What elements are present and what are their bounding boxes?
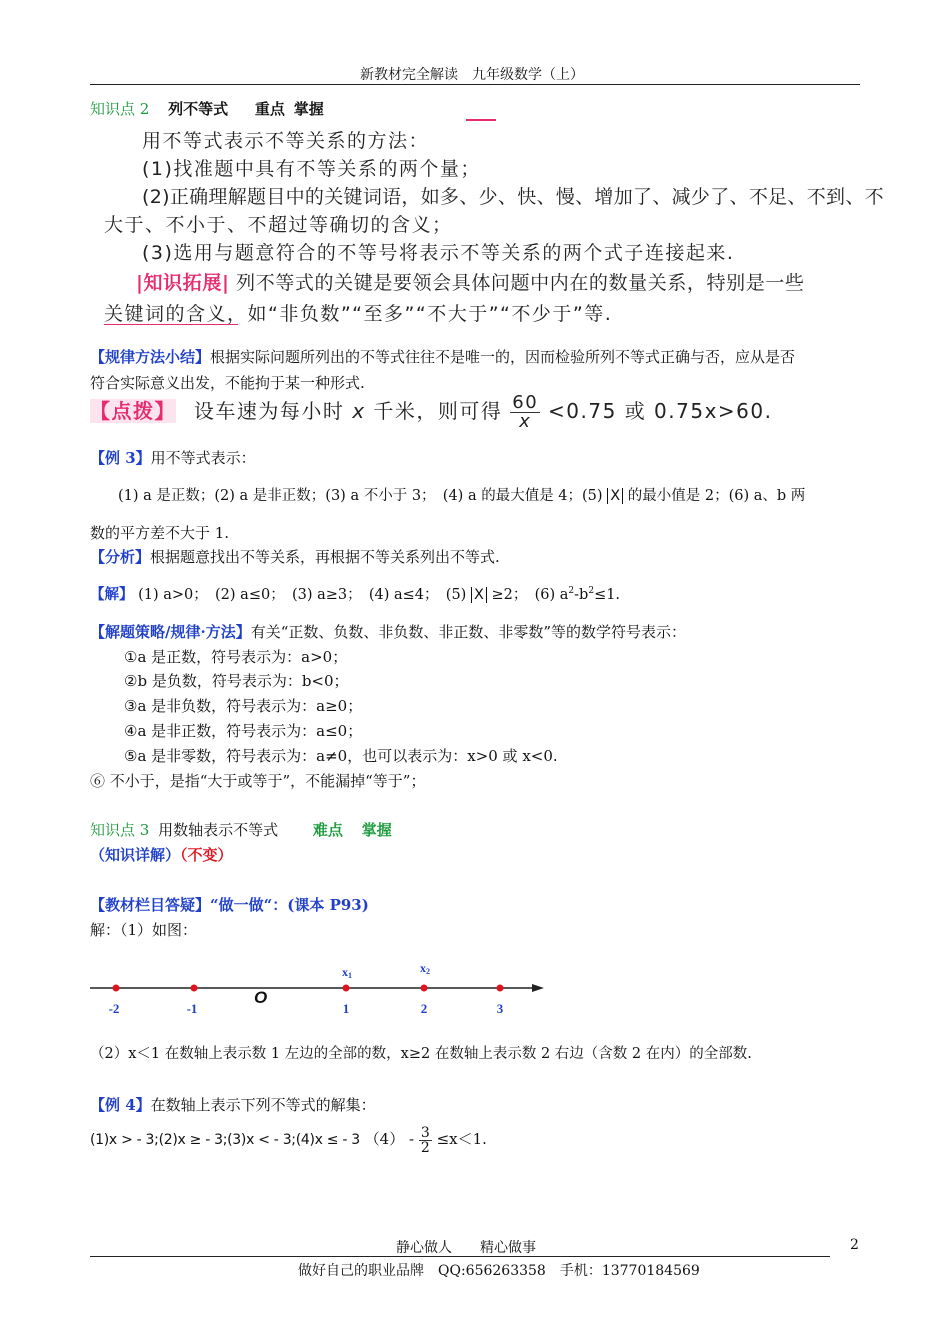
solution-part-1: (1) a>0； (2) a≤0； (3) a≥3； (4) a≤4； (5): [138, 587, 467, 603]
kp2-req: 掌握: [293, 100, 324, 118]
strategy-item-2: ②b 是负数，符号表示为：b<0；: [124, 672, 349, 690]
hint-label: 【点拨】: [90, 399, 176, 423]
solution-part-3: -b: [574, 587, 589, 603]
ex4-part-2: （4）: [364, 1130, 405, 1148]
solution-label: 【解】: [90, 586, 134, 603]
ex4-fraction-num: 3: [420, 1124, 430, 1141]
hint-fraction: [510, 394, 540, 431]
dot-3: [497, 985, 504, 992]
strategy-item-3: ③a 是非负数，符号表示为：a≥0；: [124, 697, 363, 715]
detail-label: （知识详解）: [90, 846, 181, 864]
tick-label-2: 2: [420, 1001, 428, 1016]
strategy-label: 【解题策略/规律·方法】: [90, 623, 251, 641]
solution-exp-a: 2: [568, 586, 575, 597]
strategy-item-5: ⑤a 是非零数，符号表示为：a≠0，也可以表示为：x>0 或 x<0.: [124, 747, 558, 765]
hint-line: [90, 394, 772, 431]
strategy-intro: 有关“正数、负数、非负数、非正数、非零数”等的数学符号表示：: [250, 623, 687, 641]
footer-page-number: 2: [850, 1237, 859, 1253]
scan-line-7: 关键词的含义，如“非负数”“至多”“不大于”“不少于”等.: [104, 303, 613, 325]
tick-label-neg1: -1: [186, 1001, 198, 1016]
header-rule: [90, 84, 860, 85]
solution-abs-x: X: [471, 587, 487, 603]
summary-label: 【规律方法小结】: [90, 348, 211, 366]
solution-line: [90, 583, 620, 604]
ex3-abs-x: X: [607, 488, 623, 504]
ex4-fraction-den: 2: [420, 1139, 430, 1156]
ex3-line-2: 数的平方差不大于 1.: [90, 524, 230, 542]
x2-label-sub: 2: [426, 967, 430, 976]
ex4-fraction: [419, 1126, 432, 1155]
ex4-label: 【例 4】: [90, 1096, 151, 1114]
dot-neg2: [113, 985, 120, 992]
origin-label: O: [254, 988, 268, 1007]
kp3-level: 难点: [312, 821, 343, 839]
answer-2: （2）x＜1 在数轴上表示数 1 左边的全部的数，x≥2 在数轴上表示数 2 右边（含数 2 在内）的全部数.: [90, 1046, 752, 1062]
ex3-heading: [90, 447, 256, 468]
ex3-line-1b: 的最小值是 2；(6) a、b 两: [627, 488, 806, 504]
kp3-name: 用数轴表示不等式: [158, 821, 279, 839]
scan-line-6-text: 列不等式的关键是要领会具体问题中内在的数量关系，特别是一些: [236, 272, 805, 294]
footer-motto: 静心做人 精心做事: [396, 1240, 536, 1256]
ex4-inequalities: [90, 1118, 487, 1161]
knowledge-extension-tag: |知识拓展|: [136, 272, 230, 294]
scan-line-2: (1)找准题中具有不等关系的两个量；: [142, 158, 481, 180]
kp2-level: 重点: [254, 100, 285, 118]
summary-text-1: 根据实际问题所列出的不等式往往不是唯一的，因而检验所列不等式正确与否，应从是否: [210, 348, 796, 366]
strategy-item-6: ⑥ 不小于，是指“大于或等于”，不能漏掉“等于”；: [90, 772, 426, 790]
strategy-item-1: ①a 是正数，符号表示为：a>0；: [124, 648, 348, 666]
solution-exp-b: 2: [588, 586, 595, 597]
scan-line-3: (2)正确理解题目中的关键词语，如多、少、快、慢、增加了、减少了、不足、不到、不: [142, 186, 884, 208]
number-line-arrow: [532, 984, 544, 992]
kp3-heading: [90, 819, 392, 840]
detail-status: （不变）: [180, 846, 233, 864]
ex4-part-1: (1)x > - 3;(2)x ≥ - 3;(3)x < - 3;(4)x ≤ - 3: [90, 1132, 360, 1148]
summary-line-2: 符合实际意义出发，不能拘于某一种形式.: [90, 374, 365, 392]
scan-line-1: 用不等式表示不等关系的方法：: [142, 130, 430, 152]
scan-line-4: 大于、不小于、不超过等确切的含义；: [104, 214, 453, 236]
hint-text-2: 千米，则可得: [373, 399, 503, 423]
x1-label-x: x: [342, 965, 348, 979]
tick-label-3: 3: [496, 1001, 504, 1016]
kp3-req: 掌握: [361, 821, 392, 839]
scan-line-6: [136, 268, 805, 295]
hint-fraction-num: 60: [512, 392, 539, 413]
footer-contact: 做好自己的职业品牌 QQ:656263358 手机：13770184569: [298, 1263, 700, 1279]
ex3-line-1a: (1) a 是正数；(2) a 是非正数；(3) a 不小于 3； (4) a 的最大值是 4；(5): [118, 488, 603, 504]
scan-underline: [104, 324, 238, 325]
hint-var: x: [352, 399, 366, 423]
dot-1: [343, 985, 350, 992]
strategy-heading: [90, 621, 686, 642]
strategy-item-4: ④a 是非正数，符号表示为：a≤0；: [124, 722, 363, 740]
x1-label-sub: 1: [348, 971, 352, 980]
solution-part-2: ≥2； (6) a: [491, 587, 569, 603]
kp2-underline: [466, 119, 496, 121]
footer-rule: [90, 1256, 830, 1257]
header-title: 新教材完全解读 九年级数学（上）: [360, 67, 584, 83]
hint-fraction-den: x: [519, 411, 532, 432]
scan-line-5: (3)选用与题意符合的不等号将表示不等关系的两个式子连接起来.: [142, 242, 735, 264]
dot-neg1: [191, 985, 198, 992]
x2-label: [420, 961, 430, 976]
tick-label-neg2: -2: [108, 1001, 120, 1016]
kp2-label: 知识点 2: [90, 100, 150, 118]
x1-label: [342, 965, 352, 980]
analysis-line: [90, 546, 500, 567]
ex3-prompt: 用不等式表示：: [150, 449, 256, 467]
ex3-label: 【例 3】: [90, 449, 151, 467]
number-line-figure: [88, 955, 548, 1025]
dot-2: [421, 985, 428, 992]
kp2-heading: [90, 98, 324, 119]
ex4-minus: -: [409, 1130, 415, 1148]
analysis-label: 【分析】: [90, 548, 151, 566]
hint-text-1: 设车速为每小时: [193, 399, 345, 423]
x2-label-x: x: [420, 961, 426, 975]
kp3-label: 知识点 3: [90, 821, 150, 839]
summary-line-1: [90, 346, 795, 367]
tick-label-1: 1: [342, 1001, 350, 1016]
ex3-line-1: [118, 484, 805, 505]
ex4-part-4: ≤x＜1.: [436, 1130, 487, 1148]
solution-part-4: ≤1.: [594, 587, 621, 603]
kp2-name: 列不等式: [168, 100, 229, 118]
ex4-text: 在数轴上表示下列不等式的解集：: [150, 1096, 376, 1114]
textbook-heading: 【教材栏目答疑】“做一做“：(课本 P93): [90, 896, 369, 914]
textbook-solve: 解：（1）如图：: [90, 921, 198, 939]
analysis-text: 根据题意找出不等关系，再根据不等关系列出不等式.: [150, 548, 500, 566]
detail-line: [90, 844, 233, 865]
ex4-heading: [90, 1094, 376, 1115]
hint-text-3: <0.75 或 0.75x>60.: [548, 399, 773, 423]
